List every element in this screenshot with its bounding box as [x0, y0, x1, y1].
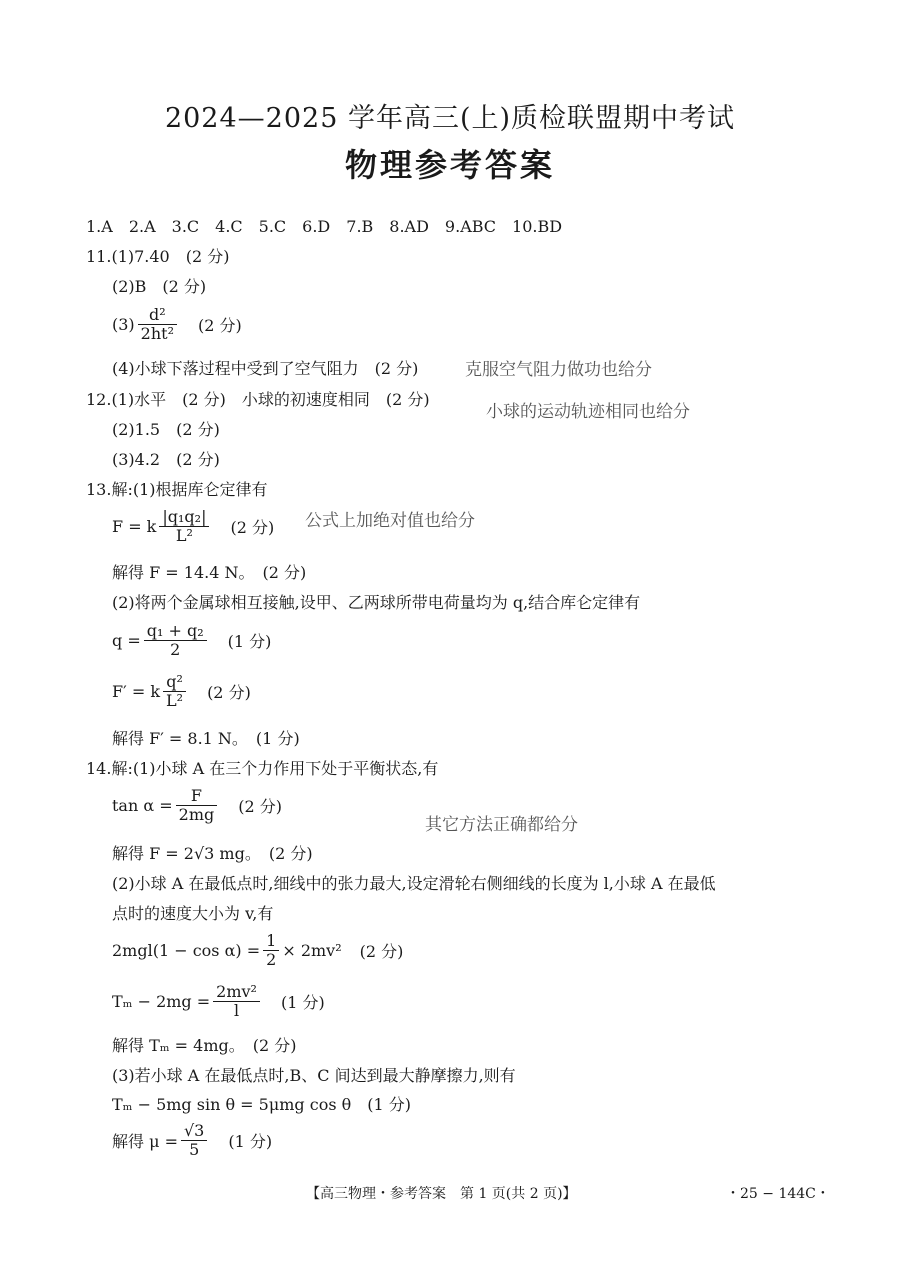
q14-grading-note: 其它方法正确都给分	[425, 815, 578, 835]
q14-energy-numerator: 1	[266, 931, 277, 950]
answer-key-title: 物理参考答案	[344, 146, 555, 184]
q14-energy-lhs: 2mgl(1 − cos α) =	[112, 941, 261, 960]
q14-energy-fraction	[263, 932, 279, 969]
q14-part2-line2: 点时的速度大小为 v,有	[112, 904, 274, 923]
q13-charge-fraction	[144, 622, 207, 659]
choice-answers: 1.A 2.A 3.C 4.C 5.C 6.D 7.B 8.AD 9.ABC 10.BD	[86, 217, 563, 236]
q13-force2-points: (2 分)	[207, 683, 251, 702]
q13-force2-fraction	[163, 673, 186, 710]
q12-part3: (3)4.2 (2 分)	[112, 450, 220, 469]
q11-part2: (2)B (2 分)	[112, 277, 207, 296]
q14-result2: 解得 Tₘ = 4mg。 (2 分)	[112, 1036, 297, 1055]
q11-part3-points: (2 分)	[198, 316, 242, 335]
q14-mu-fraction	[181, 1122, 207, 1159]
q13-formula-points: (2 分)	[230, 518, 275, 537]
q14-formula-mu	[112, 1122, 272, 1159]
q14-mu-numerator: √3	[183, 1121, 205, 1140]
q14-result1: 解得 F = 2√3 mg。 (2 分)	[112, 844, 313, 863]
q13-force2-numerator: q²	[166, 672, 183, 691]
q13-part2: (2)将两个金属球相互接触,设甲、乙两球所带电荷量均为 q,结合库仑定律有	[112, 593, 641, 612]
q14-friction-equation: Tₘ − 5mg sin θ = 5μmg cos θ (1 分)	[112, 1095, 412, 1114]
q14-tan-denominator: 2mg	[176, 805, 218, 824]
q11-part4: (4)小球下落过程中受到了空气阻力 (2 分)	[112, 359, 419, 378]
q14-tan-fraction	[176, 787, 218, 824]
q14-tension-numerator: 2mv²	[216, 982, 257, 1001]
q13-formula-force2	[112, 673, 251, 710]
q13-formula-coulomb	[112, 508, 274, 545]
q11-part3-denominator: 2ht²	[138, 324, 177, 343]
q11-part3	[112, 306, 242, 343]
q14-formula-tension	[112, 983, 325, 1020]
q14-mu-points: (1 分)	[228, 1132, 273, 1151]
q13-force2-lhs: F′ = k	[112, 682, 161, 701]
page-footer: 【高三物理・参考答案 第 1 页(共 2 页)】	[306, 1186, 577, 1202]
q11-part3-numerator: d²	[149, 305, 166, 324]
q13-formula-charge	[112, 622, 271, 659]
q13-result2: 解得 F′ = 8.1 N。 (1 分)	[112, 729, 300, 748]
q13-result1: 解得 F = 14.4 N。 (2 分)	[112, 563, 307, 582]
q13-charge-points: (1 分)	[227, 632, 272, 651]
q14-mu-denominator: 5	[181, 1140, 207, 1159]
q14-tan-numerator: F	[190, 786, 202, 805]
q12-part1-grading-note: 小球的运动轨迹相同也给分	[486, 402, 690, 422]
page-code: ・25 − 144C・	[726, 1186, 830, 1202]
q14-energy-points: (2 分)	[359, 942, 404, 961]
q14-tan-lhs: tan α =	[112, 796, 173, 815]
exam-title: 2024—2025 学年高三(上)质检联盟期中考试	[164, 103, 736, 134]
q12-part1: 12.(1)水平 (2 分) 小球的初速度相同 (2 分)	[86, 390, 430, 409]
q14-tension-lhs: Tₘ − 2mg =	[112, 992, 211, 1011]
q14-tan-points: (2 分)	[238, 797, 283, 816]
q13-charge-lhs: q =	[112, 631, 141, 650]
q13-charge-denominator: 2	[144, 640, 207, 659]
q13-charge-numerator: q₁ + q₂	[146, 621, 204, 640]
q14-mu-lhs: 解得 μ =	[112, 1132, 178, 1151]
q11-part3-prefix: (3)	[112, 315, 135, 334]
q11-part1: 11.(1)7.40 (2 分)	[86, 247, 230, 266]
q13-formula-numerator: |q₁q₂|	[162, 507, 207, 526]
q13-force2-denominator: L²	[163, 691, 186, 710]
q12-part2: (2)1.5 (2 分)	[112, 420, 220, 439]
q13-grading-note: 公式上加绝对值也给分	[305, 511, 475, 531]
q14-tension-fraction	[213, 983, 260, 1020]
q14-energy-denominator: 2	[263, 950, 279, 969]
q14-energy-rhs: × 2mv²	[282, 941, 342, 960]
q13-intro: 13.解:(1)根据库仑定律有	[86, 480, 268, 499]
q14-formula-tan	[112, 787, 282, 824]
q14-part3: (3)若小球 A 在最低点时,B、C 间达到最大静摩擦力,则有	[112, 1066, 516, 1085]
q13-formula-denominator: L²	[159, 526, 209, 545]
q11-part4-grading-note: 克服空气阻力做功也给分	[465, 360, 652, 380]
q13-formula-lhs: F = k	[112, 517, 157, 536]
q14-part2-line1: (2)小球 A 在最低点时,细线中的张力最大,设定滑轮右侧细线的长度为 l,小球 A 在最低	[112, 874, 716, 893]
q14-formula-energy	[112, 932, 403, 969]
q13-formula-fraction	[159, 508, 209, 545]
q14-tension-points: (1 分)	[280, 993, 325, 1012]
q11-part3-fraction	[138, 306, 177, 343]
q14-tension-denominator: l	[213, 1001, 260, 1020]
q14-intro: 14.解:(1)小球 A 在三个力作用下处于平衡状态,有	[86, 759, 439, 778]
